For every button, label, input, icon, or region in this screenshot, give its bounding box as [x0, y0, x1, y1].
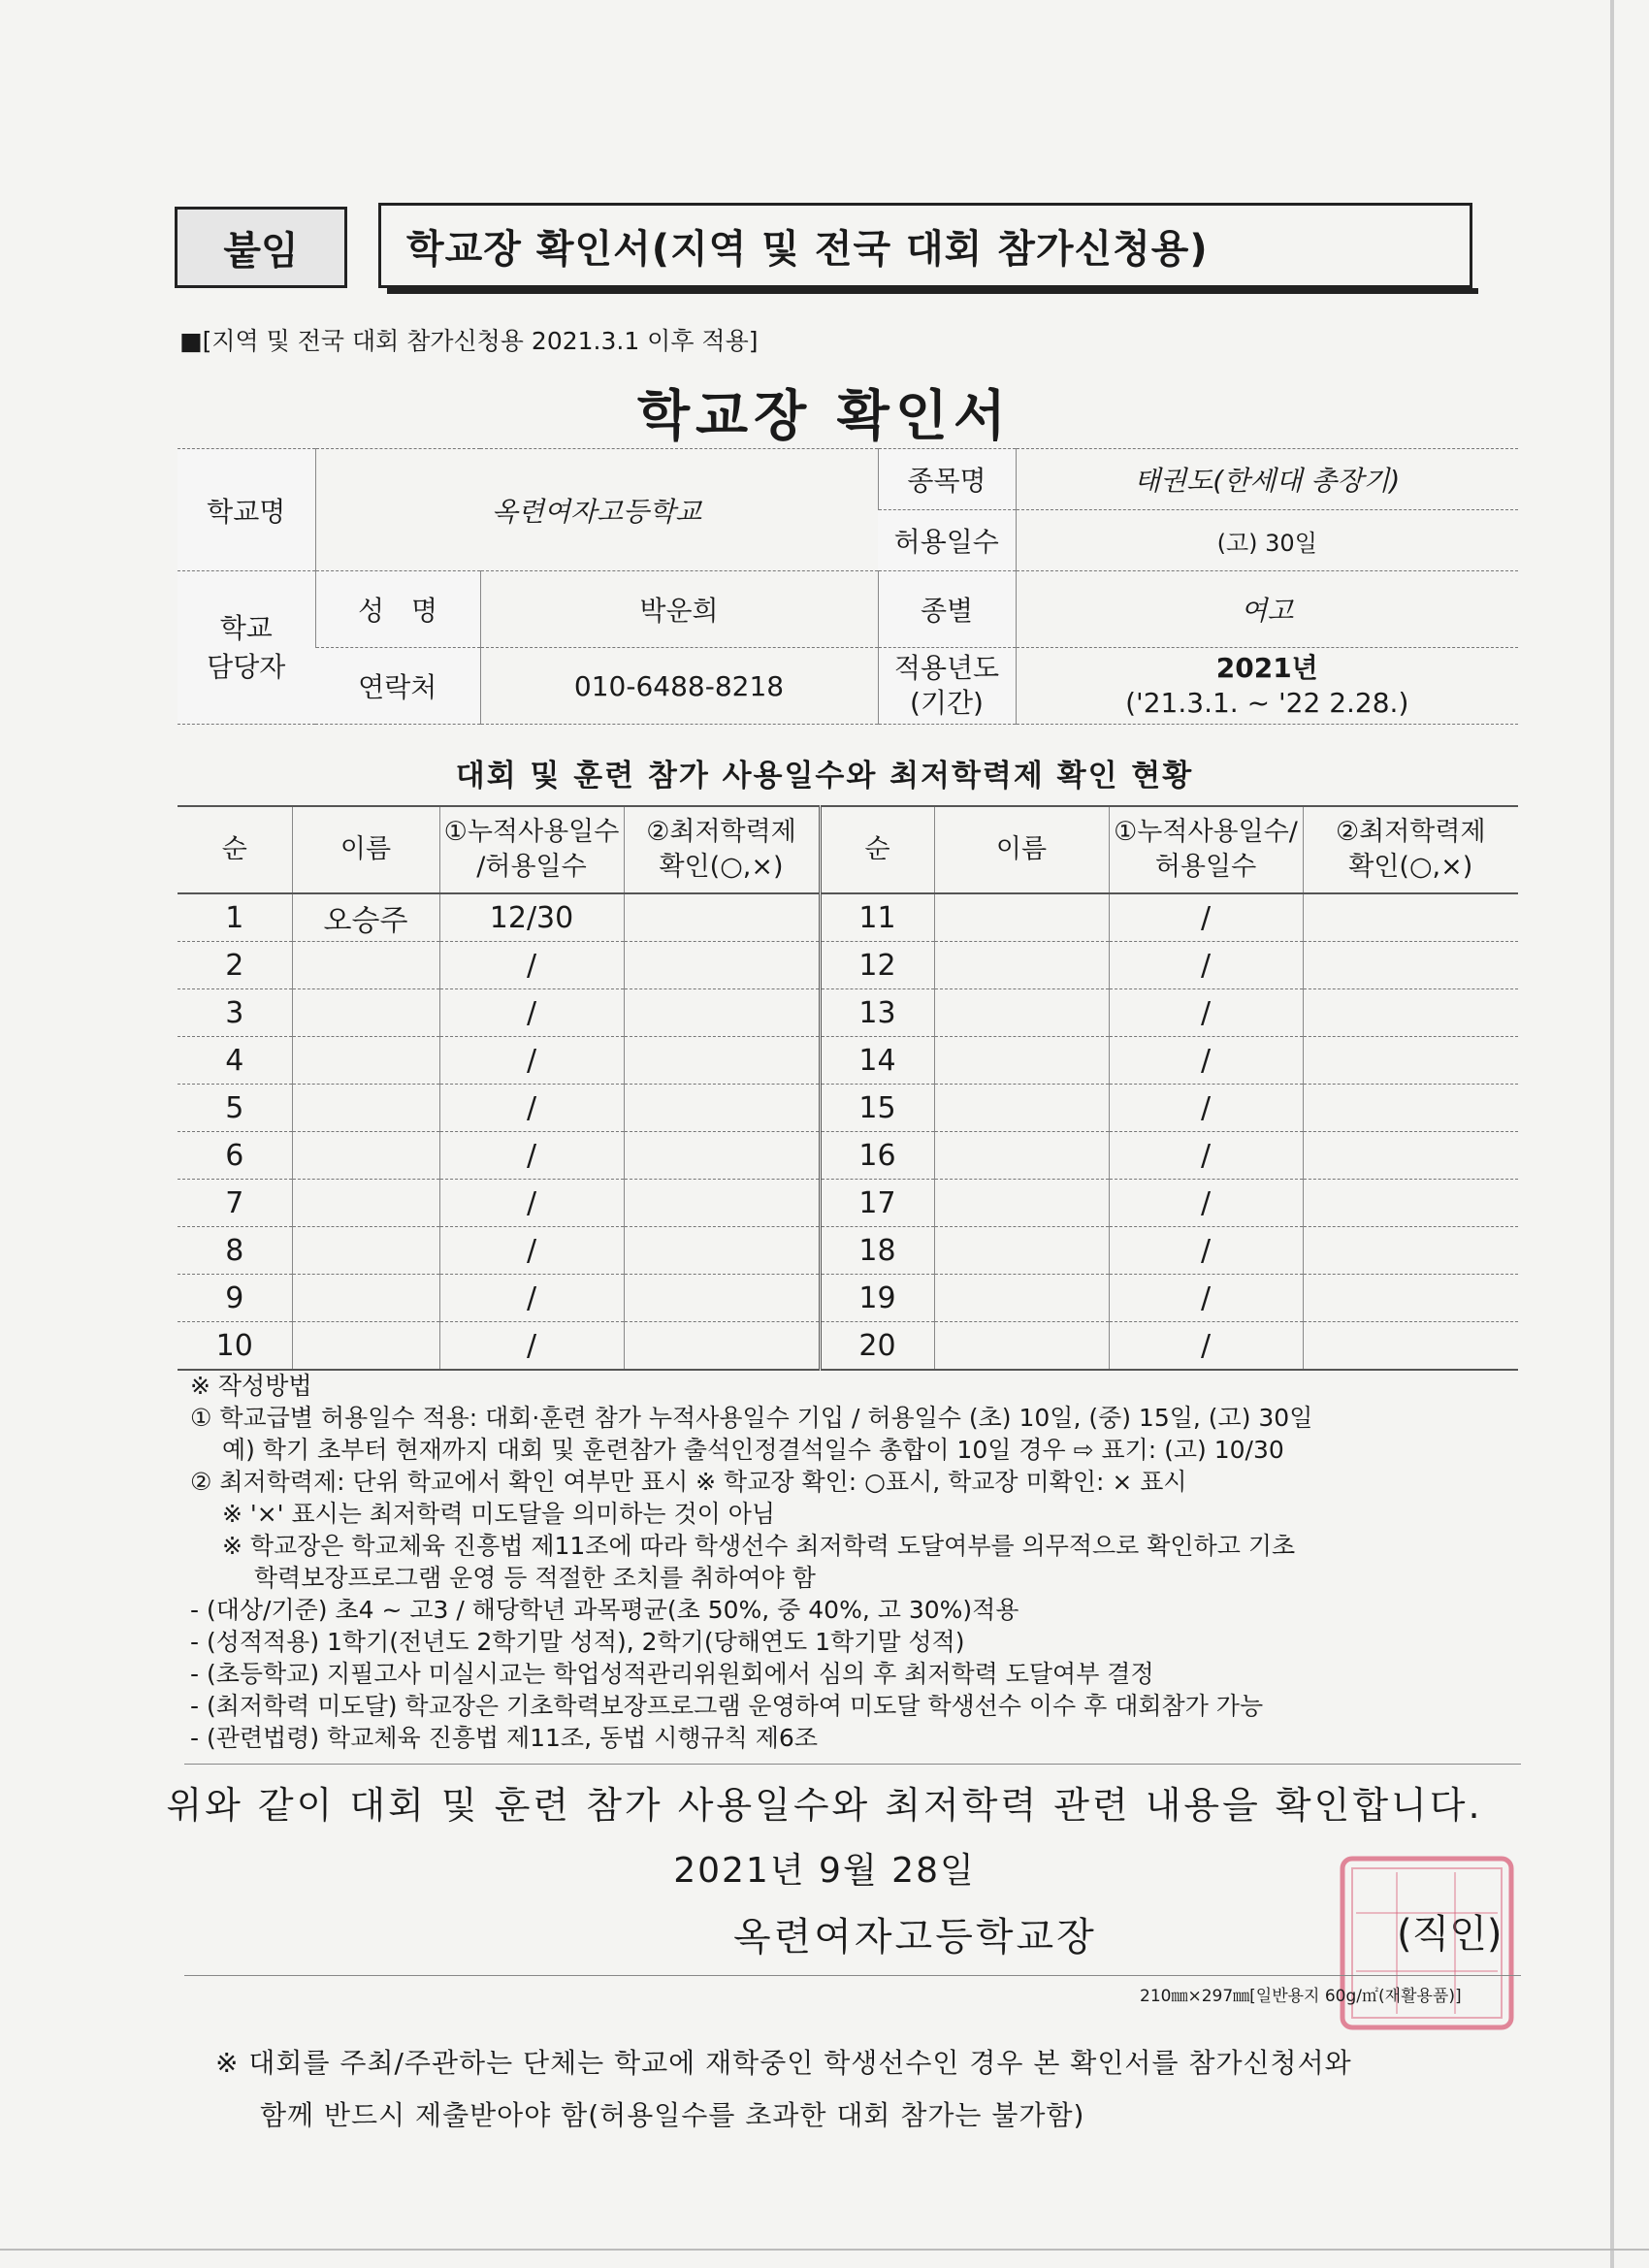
row-days-right: /	[1109, 1132, 1303, 1180]
allowed-days-value: (고) 30일	[1016, 510, 1518, 571]
row-no: 6	[178, 1132, 292, 1180]
instruction-line: 학력보장프로그램 운영 등 적절한 조치를 취하여야 함	[190, 1564, 816, 1592]
instruction-line: 예) 학기 초부터 현재까지 대회 및 훈련참가 출석인정결석일수 총합이 10일 경우 ⇨ 표기: (고) 10/30	[190, 1436, 1284, 1464]
row-no-right: 17	[820, 1180, 934, 1227]
table-row	[178, 1132, 1518, 1180]
row-days: /	[439, 1275, 624, 1322]
table-row	[178, 1180, 1518, 1227]
issue-date: 2021년 9월 28일	[673, 1851, 976, 1891]
row-no-right: 15	[820, 1085, 934, 1132]
row-no-right: 18	[820, 1227, 934, 1275]
col-header-name-right: 이름	[934, 806, 1109, 893]
instruction-line: - (초등학교) 지필고사 미실시교는 학업성적관리위원회에서 심의 후 최저학력 도달여부 결정	[190, 1660, 1154, 1688]
row-acad	[624, 989, 820, 1037]
row-name	[292, 1227, 439, 1275]
status-heading: 대회 및 훈련 참가 사용일수와 최저학력제 확인 현황	[455, 759, 1194, 794]
row-days: /	[439, 1085, 624, 1132]
applicability-note: ■[지역 및 전국 대회 참가신청용 2021.3.1 이후 적용]	[179, 327, 759, 355]
col-header-no-right: 순	[820, 806, 934, 893]
final-note-line1: ※ 대회를 주최/주관하는 단체는 학교에 재학중인 학생선수인 경우 본 확인서를 참가신청서와	[215, 2047, 1352, 2079]
row-name	[292, 1322, 439, 1371]
row-name	[292, 1037, 439, 1085]
row-days: /	[439, 942, 624, 989]
row-acad-right	[1303, 1037, 1518, 1085]
row-days: /	[439, 1180, 624, 1227]
row-name-right	[934, 1037, 1109, 1085]
col-header-days	[439, 806, 624, 893]
row-no-right: 12	[820, 942, 934, 989]
contact-label: 연락처	[315, 648, 480, 725]
event-label: 종목명	[878, 449, 1016, 510]
row-no-right: 20	[820, 1322, 934, 1371]
row-acad	[624, 1085, 820, 1132]
col-header-acad-right-line1: ②최저학력제	[1335, 817, 1486, 847]
row-name	[292, 1132, 439, 1180]
table-row	[178, 1275, 1518, 1322]
info-table	[178, 448, 1518, 725]
school-value: 옥련여자고등학교	[315, 449, 878, 571]
row-acad-right	[1303, 1275, 1518, 1322]
name-value: 박운희	[480, 571, 878, 648]
row-acad	[624, 893, 820, 942]
row-name-right	[934, 1227, 1109, 1275]
instructions	[190, 1370, 1529, 1754]
year-label-line1: 적용년도	[893, 652, 1000, 684]
row-no-right: 13	[820, 989, 934, 1037]
event-value: 태권도(한세대 총장기)	[1016, 449, 1518, 510]
paper-spec: 210㎜×297㎜[일반용지 60g/㎡(재활용품)]	[1140, 1987, 1462, 2006]
row-name-right	[934, 942, 1109, 989]
row-name-right	[934, 893, 1109, 942]
row-days-right: /	[1109, 1275, 1303, 1322]
row-name-right	[934, 1085, 1109, 1132]
row-acad	[624, 1180, 820, 1227]
status-table-body	[178, 893, 1518, 1370]
name-label: 성 명	[315, 571, 480, 648]
col-header-days-right	[1109, 806, 1303, 893]
col-header-name: 이름	[292, 806, 439, 893]
document-heading-text: 학교장 확인서(지역 및 전국 대회 참가신청용)	[406, 226, 1209, 272]
table-row	[178, 1227, 1518, 1275]
row-name-right	[934, 1322, 1109, 1371]
row-no: 3	[178, 989, 292, 1037]
category-value: 여고	[1016, 571, 1518, 648]
row-acad-right	[1303, 1085, 1518, 1132]
row-name-right	[934, 1132, 1109, 1180]
instruction-line: ① 학교급별 허용일수 적용: 대회·훈련 참가 누적사용일수 기입 / 허용일수 (초) 10일, (중) 15일, (고) 30일	[190, 1404, 1313, 1432]
row-name	[292, 989, 439, 1037]
col-header-acad	[624, 806, 820, 893]
row-days-right: /	[1109, 1180, 1303, 1227]
row-days-right: /	[1109, 893, 1303, 942]
row-days-right: /	[1109, 942, 1303, 989]
row-days: /	[439, 1037, 624, 1085]
instruction-line: ※ '×' 표시는 최저학력 미도달을 의미하는 것이 아님	[190, 1500, 776, 1528]
divider-bottom	[184, 1975, 1521, 1976]
row-acad-right	[1303, 1180, 1518, 1227]
manager-label	[178, 571, 315, 725]
row-days: /	[439, 1322, 624, 1371]
row-acad	[624, 1132, 820, 1180]
row-no-right: 11	[820, 893, 934, 942]
instruction-line: - (성적적용) 1학기(전년도 2학기말 성적), 2학기(당해연도 1학기말 성적)	[190, 1628, 965, 1656]
row-acad	[624, 1275, 820, 1322]
instruction-line: - (관련법령) 학교체육 진흥법 제11조, 동법 시행규칙 제6조	[190, 1724, 818, 1752]
row-name	[292, 942, 439, 989]
col-header-days-line1: ①누적사용일수	[443, 817, 620, 847]
row-days-right: /	[1109, 1322, 1303, 1371]
row-name-right	[934, 1180, 1109, 1227]
row-no-right: 19	[820, 1275, 934, 1322]
row-no: 7	[178, 1180, 292, 1227]
row-acad-right	[1303, 1132, 1518, 1180]
official-seal-stamp	[1337, 1853, 1517, 2033]
row-acad-right	[1303, 942, 1518, 989]
col-header-days-right-line1: ①누적사용일수/	[1114, 817, 1298, 847]
manager-label-line1: 학교	[219, 611, 273, 644]
confirmation-statement: 위와 같이 대회 및 훈련 참가 사용일수와 최저학력 관련 내용을 확인합니다.	[166, 1784, 1483, 1827]
col-header-acad-line1: ②최저학력제	[646, 817, 796, 847]
contact-value: 010-6488-8218	[480, 648, 878, 725]
divider	[184, 1764, 1521, 1765]
row-days: 12/30	[439, 893, 624, 942]
row-days-right: /	[1109, 1085, 1303, 1132]
instruction-line: ※ 작성방법	[190, 1372, 312, 1400]
row-no: 4	[178, 1037, 292, 1085]
final-note	[215, 2037, 1352, 2142]
scan-bottom-edge	[0, 2249, 1649, 2251]
col-header-days-line2: /허용일수	[476, 852, 587, 882]
category-label: 종별	[878, 571, 1016, 648]
col-header-days-right-line2: 허용일수	[1154, 852, 1257, 882]
table-row	[178, 942, 1518, 989]
row-name-right	[934, 1275, 1109, 1322]
row-acad-right	[1303, 1227, 1518, 1275]
year-value-line2: ('21.3.1. ~ '22 2.28.)	[1125, 687, 1409, 719]
row-acad	[624, 1037, 820, 1085]
row-acad-right	[1303, 893, 1518, 942]
row-name	[292, 1085, 439, 1132]
row-name-right	[934, 989, 1109, 1037]
row-days-right: /	[1109, 989, 1303, 1037]
row-acad	[624, 1322, 820, 1371]
row-name	[292, 1180, 439, 1227]
table-row	[178, 893, 1518, 942]
row-acad	[624, 942, 820, 989]
school-label: 학교명	[178, 449, 315, 571]
row-no: 10	[178, 1322, 292, 1371]
year-label	[878, 648, 1016, 725]
row-days-right: /	[1109, 1227, 1303, 1275]
scan-edge	[1610, 0, 1614, 2268]
attachment-tag: 붙임	[175, 207, 347, 288]
seal-label: (직인)	[1397, 1912, 1503, 1957]
instruction-line: ② 최저학력제: 단위 학교에서 확인 여부만 표시 ※ 학교장 확인: ○표시, 학교장 미확인: × 표시	[190, 1468, 1187, 1496]
row-acad-right	[1303, 1322, 1518, 1371]
row-name	[292, 1275, 439, 1322]
row-acad-right	[1303, 989, 1518, 1037]
table-row	[178, 989, 1518, 1037]
year-value	[1016, 648, 1518, 725]
col-header-acad-right	[1303, 806, 1518, 893]
document-heading	[378, 203, 1472, 288]
status-table	[178, 805, 1518, 1371]
row-no: 2	[178, 942, 292, 989]
table-row	[178, 1037, 1518, 1085]
row-name: 오승주	[292, 893, 439, 942]
year-value-line1: 2021년	[1215, 652, 1318, 684]
row-no: 5	[178, 1085, 292, 1132]
row-no-right: 16	[820, 1132, 934, 1180]
row-days: /	[439, 1132, 624, 1180]
table-row	[178, 1322, 1518, 1371]
instruction-line: ※ 학교장은 학교체육 진흥법 제11조에 따라 학생선수 최저학력 도달여부를 의무적으로 확인하고 기초	[190, 1532, 1296, 1560]
table-row	[178, 1085, 1518, 1132]
row-no: 9	[178, 1275, 292, 1322]
page-title: 학교장 확인서	[636, 385, 1013, 448]
col-header-acad-right-line2: 확인(○,×)	[1348, 852, 1473, 882]
instruction-line: - (최저학력 미도달) 학교장은 기초학력보장프로그램 운영하여 미도달 학생선수 이수 후 대회참가 가능	[190, 1692, 1264, 1720]
row-days-right: /	[1109, 1037, 1303, 1085]
col-header-no: 순	[178, 806, 292, 893]
row-days: /	[439, 1227, 624, 1275]
row-days: /	[439, 989, 624, 1037]
allowed-days-label: 허용일수	[878, 510, 1016, 571]
col-header-acad-line2: 확인(○,×)	[659, 852, 784, 882]
row-no-right: 14	[820, 1037, 934, 1085]
row-no: 8	[178, 1227, 292, 1275]
instruction-line: - (대상/기준) 초4 ~ 고3 / 해당학년 과목평균(초 50%, 중 40%, 고 30%)적용	[190, 1596, 1019, 1624]
principal-name: 옥련여자고등학교장	[733, 1915, 1097, 1960]
year-label-line2: (기간)	[910, 687, 984, 719]
row-acad	[624, 1227, 820, 1275]
manager-label-line2: 담당자	[207, 650, 286, 683]
final-note-line2: 함께 반드시 제출받아야 함(허용일수를 초과한 대회 참가는 불가함)	[260, 2099, 1085, 2131]
row-no: 1	[178, 893, 292, 942]
